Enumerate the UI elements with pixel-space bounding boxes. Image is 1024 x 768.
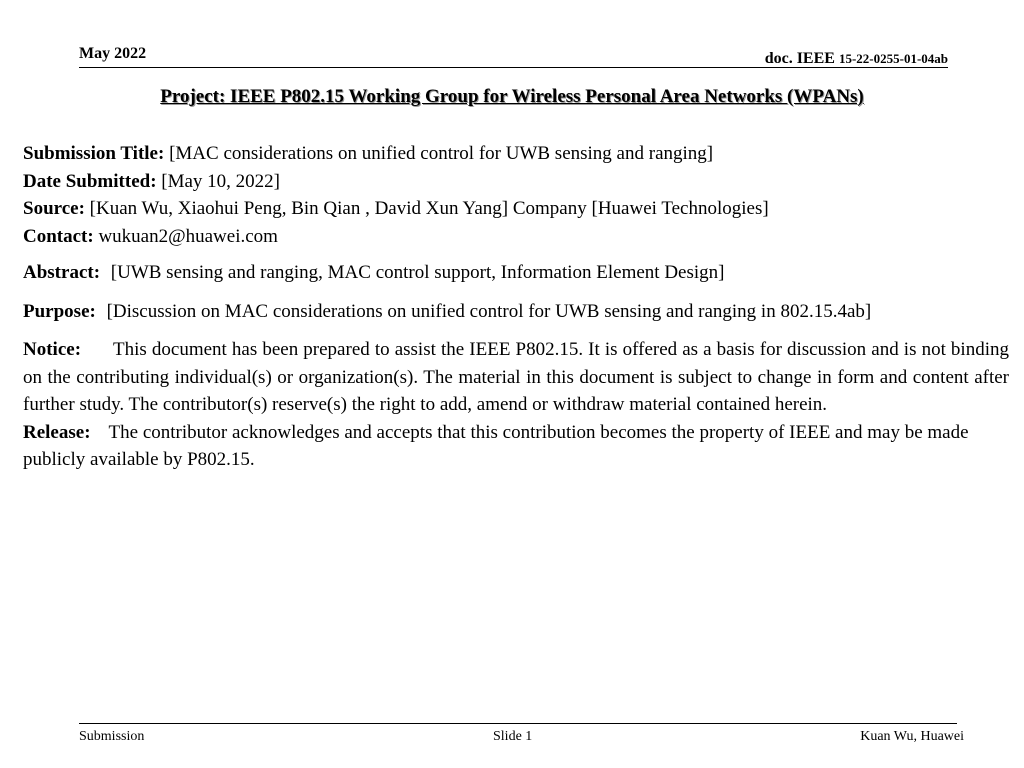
notice-value: This document has been prepared to assist the IEEE P802.15. It is offered as a basis for discussion and is not binding on the contributing individual(s) or organization(s). The material in this document is subject to change in form and content after further study. The contributor(s) reserve(s) the right to add, amend or withdraw material contained herein. (23, 339, 1009, 415)
date-submitted-row (23, 168, 1009, 196)
source-row (23, 195, 1009, 223)
abstract-row (23, 259, 1009, 287)
footer-slide-number: Slide 1 (493, 729, 533, 744)
footer-submission: Submission (79, 729, 145, 744)
footer-author: Kuan Wu, Huawei (860, 729, 964, 744)
header-divider (79, 67, 948, 68)
contact-label: Contact: (23, 225, 94, 247)
submission-title-row (23, 140, 1009, 168)
purpose-label: Purpose: (23, 300, 96, 322)
purpose-row (23, 298, 1009, 326)
submission-title-value: [MAC considerations on unified control for UWB sensing and ranging] (169, 143, 714, 164)
doc-number: 15-22-0255-01-04ab (838, 51, 948, 66)
notice-row (23, 336, 1009, 419)
date-submitted-value: [May 10, 2022] (161, 170, 281, 192)
header-doc-id (765, 50, 948, 68)
contact-row (23, 223, 1009, 251)
source-label: Source: (23, 198, 85, 219)
release-value: The contributor acknowledges and accepts that this contribution becomes the property of IEEE and may be made publicly available by P802.15. (23, 421, 969, 470)
abstract-value: [UWB sensing and ranging, MAC control support, Information Element Design] (110, 262, 725, 283)
source-value: [Kuan Wu, Xiaohui Peng, Bin Qian , David Xun Yang] Company [Huawei Technologies] (89, 198, 769, 219)
project-title: Project: IEEE P802.15 Working Group for Wireless Personal Area Networks (WPANs) (160, 86, 864, 107)
header-date: May 2022 (79, 45, 147, 62)
release-label: Release: (23, 421, 91, 443)
abstract-label: Abstract: (23, 262, 101, 283)
date-submitted-label: Date Submitted: (23, 170, 157, 192)
notice-label: Notice: (23, 339, 82, 360)
doc-prefix: doc. IEEE (764, 50, 835, 67)
document-body (23, 140, 1009, 474)
purpose-value: [Discussion on MAC considerations on unified control for UWB sensing and ranging in 802.15.4ab] (106, 300, 872, 322)
submission-title-label: Submission Title: (23, 143, 165, 164)
footer-divider (79, 723, 957, 724)
contact-value: wukuan2@huawei.com (98, 225, 278, 247)
release-row (23, 419, 1009, 474)
